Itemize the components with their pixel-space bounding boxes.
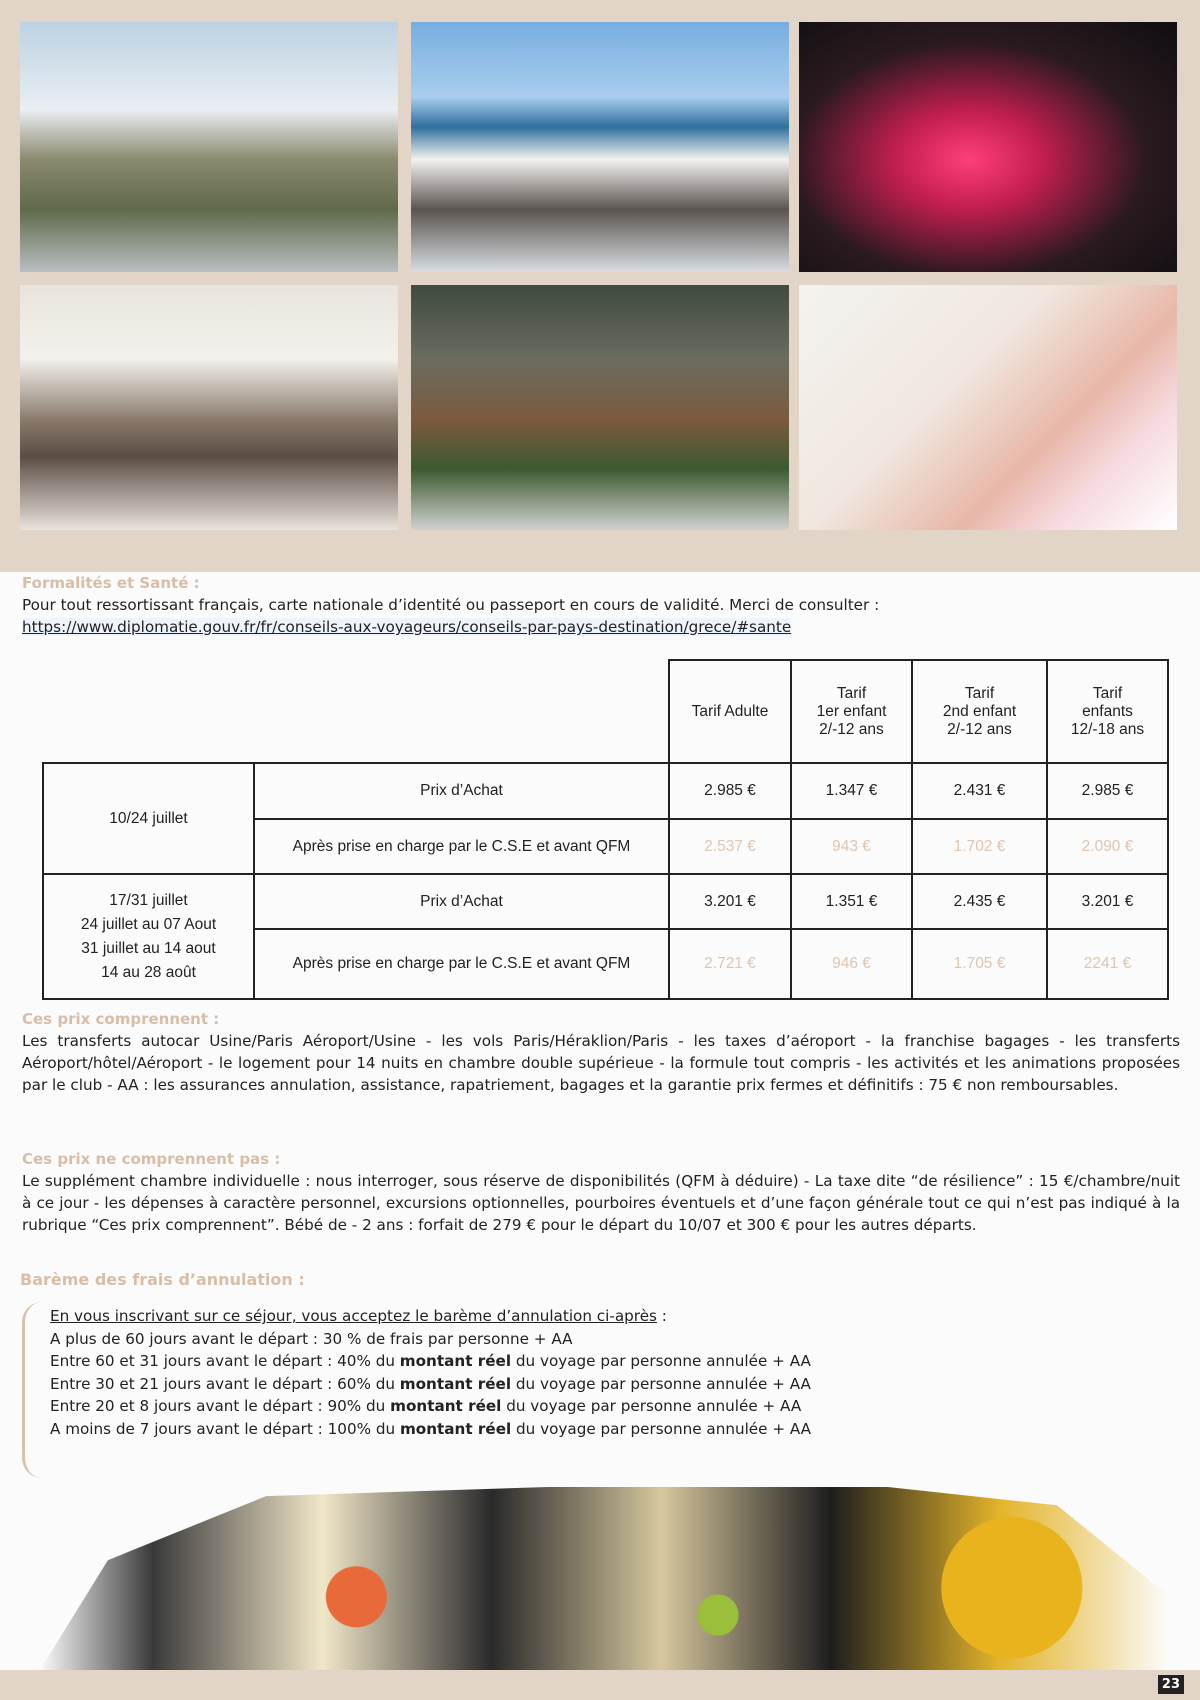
row-label: Prix d’Achat xyxy=(254,763,669,819)
annulation-line xyxy=(50,1373,811,1396)
blank-cell xyxy=(254,660,669,763)
price-table xyxy=(42,659,1169,1000)
price-cell: 2.435 € xyxy=(912,874,1047,929)
price-cell: 2241 € xyxy=(1047,929,1168,999)
bracket-decoration xyxy=(22,1302,45,1478)
header-child2: Tarif 2nd enfant 2/-12 ans xyxy=(912,660,1047,763)
photo-resort-palms xyxy=(20,22,398,272)
line-text: du voyage par personne annulée + AA xyxy=(511,1419,812,1438)
price-cell: 2.985 € xyxy=(1047,763,1168,819)
photo-bedroom xyxy=(20,285,398,530)
line-text: du voyage par personne annulée + AA xyxy=(511,1374,811,1393)
greek-illustration xyxy=(40,1487,1170,1670)
price-cell: 3.201 € xyxy=(669,874,791,929)
price-cell: 3.201 € xyxy=(1047,874,1168,929)
line-text: Entre 60 et 31 jours avant le départ : 40% du xyxy=(50,1352,400,1370)
line-text: Entre 20 et 8 jours avant le départ : 90% du xyxy=(50,1397,391,1415)
row-label: Après prise en charge par le C.S.E et avant QFM xyxy=(254,819,669,874)
price-cell: 2.431 € xyxy=(912,763,1047,819)
header-adult: Tarif Adulte xyxy=(669,660,791,763)
annulation-intro: En vous inscrivant sur ce séjour, vous acceptez le barème d’annulation ci-après xyxy=(50,1307,657,1325)
blank-cell xyxy=(43,660,254,763)
line-bold: montant réel xyxy=(390,1397,502,1415)
line-bold: montant réel xyxy=(399,1374,512,1393)
annulation-line: A plus de 60 jours avant le départ : 30 % de frais par personne + AA xyxy=(50,1329,573,1348)
price-cell: 2.090 € xyxy=(1047,819,1168,874)
line-bold: montant réel xyxy=(399,1419,512,1438)
formalites-heading: Formalités et Santé : xyxy=(22,574,200,592)
diplomatie-link[interactable]: https://www.diplomatie.gouv.fr/fr/conseils-aux-voyageurs/conseils-par-pays-destination/grece/#sante xyxy=(22,618,792,636)
price-cell: 1.702 € xyxy=(912,819,1047,874)
period-cell: 17/31 juillet 24 juillet au 07 Aout 31 juillet au 14 aout 14 au 28 août xyxy=(43,874,254,999)
annulation-heading: Barème des frais d’annulation : xyxy=(20,1270,305,1289)
row-label: Après prise en charge par le C.S.E et avant QFM xyxy=(254,929,669,999)
footer-band xyxy=(0,1670,1200,1700)
row-label: Prix d’Achat xyxy=(254,874,669,929)
photo-beach-cabanas xyxy=(411,22,789,272)
period-cell: 10/24 juillet xyxy=(43,763,254,874)
line-text: du voyage par personne annulée + AA xyxy=(501,1397,802,1415)
photo-dance-show xyxy=(799,22,1177,272)
price-cell: 1.347 € xyxy=(791,763,912,819)
annulation-list xyxy=(50,1305,811,1440)
annulation-line xyxy=(50,1350,811,1373)
price-cell: 1.705 € xyxy=(912,929,1047,999)
comprennent-text: Les transferts autocar Usine/Paris Aéroport/Usine - les vols Paris/Héraklion/Paris - les taxes d’aéroport - la franchise bagages - les transferts Aéroport/hôtel/Aéroport - le logement pour 14 nuits en chambre double supérieue - la formule tout compris - les activités et les animations proposées par le club - AA : les assurances annulation, assistance, rapatriement, bagages et la garantie prix fermes et définitifs : 75 € non remboursables. xyxy=(22,1032,1180,1094)
header-teen: Tarif enfants 12/-18 ans xyxy=(1047,660,1168,763)
line-text: A moins de 7 jours avant le départ : 100% du xyxy=(50,1419,400,1438)
price-cell: 1.351 € xyxy=(791,874,912,929)
annulation-line xyxy=(50,1395,811,1418)
photo-restaurant-terrace xyxy=(411,285,789,530)
price-cell: 2.985 € xyxy=(669,763,791,819)
line-bold: montant réel xyxy=(399,1352,512,1370)
line-text: Entre 30 et 21 jours avant le départ : 60% du xyxy=(50,1374,400,1393)
comprennent-heading: Ces prix comprennent : xyxy=(22,1010,220,1028)
formalites-body: Pour tout ressortissant français, carte nationale d’identité ou passeport en cours de validité. Merci de consulter : xyxy=(22,596,880,614)
ne-comprennent-text: Le supplément chambre individuelle : nous interroger, sous réserve de disponibilités (QFM à déduire) - La taxe dite “de résilience” : 15 €/chambre/nuit à ce jour - les dépenses à caractère personnel, excursions optionnelles, pourboires éventuels et d’une façon générale tout ce qui n’est pas indiqué à la rubrique “Ces prix comprennent”. Bébé de - 2 ans : forfait de 279 € pour le départ du 10/07 et 300 € pour les autres départs. xyxy=(22,1172,1180,1234)
annulation-intro-suffix: : xyxy=(656,1307,667,1325)
page-number: 23 xyxy=(1158,1675,1184,1694)
ne-comprennent-heading: Ces prix ne comprennent pas : xyxy=(22,1150,281,1168)
price-cell: 2.537 € xyxy=(669,819,791,874)
line-text: du voyage par personne annulée + AA xyxy=(511,1352,811,1370)
price-cell: 943 € xyxy=(791,819,912,874)
header-child1: Tarif 1er enfant 2/-12 ans xyxy=(791,660,912,763)
price-cell: 946 € xyxy=(791,929,912,999)
formalites-text xyxy=(22,594,1180,638)
price-cell: 2.721 € xyxy=(669,929,791,999)
annulation-line xyxy=(50,1418,811,1441)
photo-kids-club xyxy=(799,285,1177,530)
